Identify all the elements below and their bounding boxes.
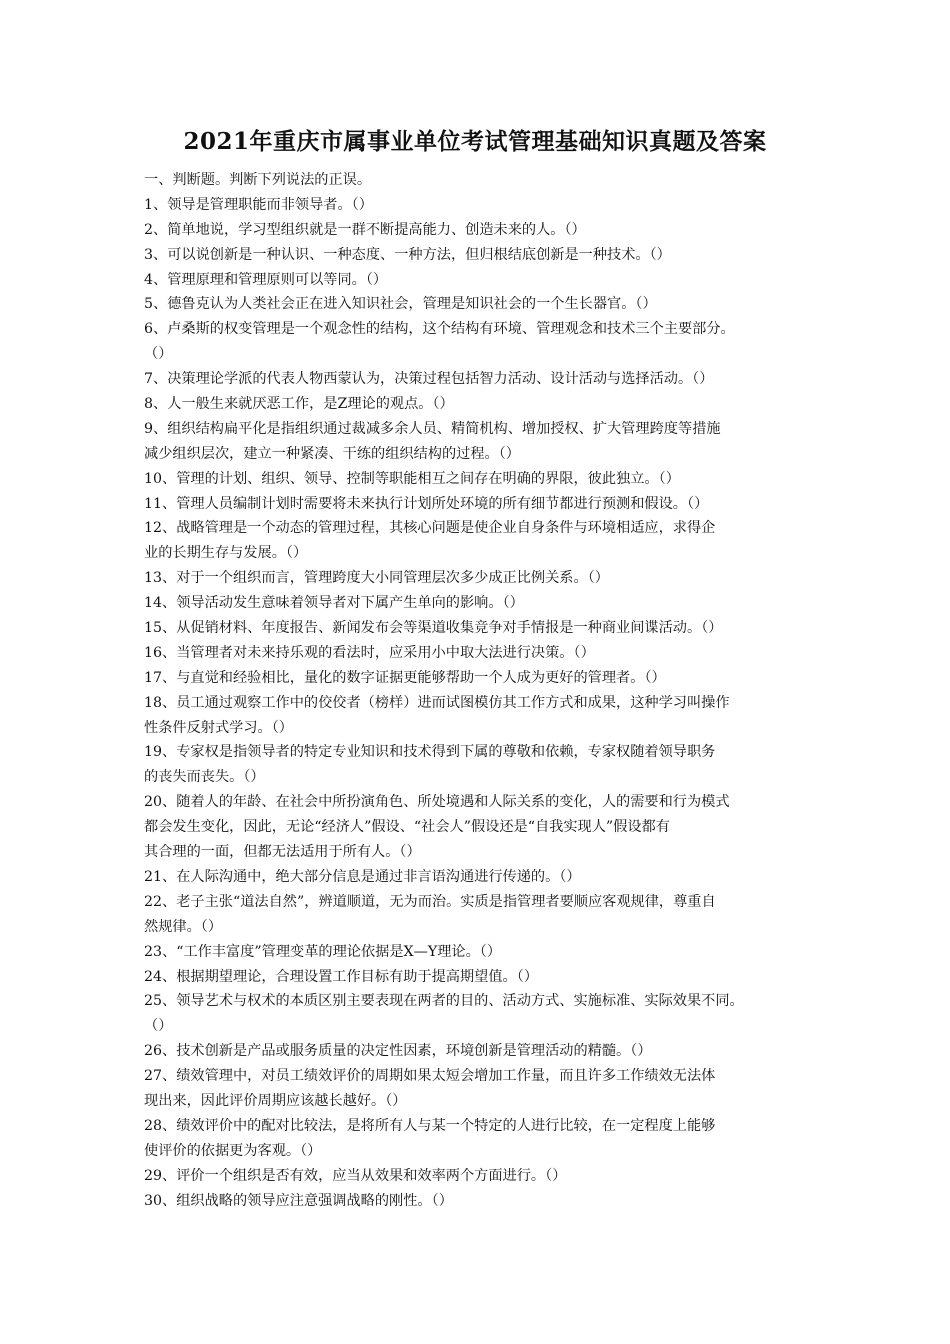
question-line: 3、可以说创新是一种认识、一种态度、一种方法，但归根结底创新是一种技术。（）	[144, 246, 671, 263]
document-title: 2021年重庆市属事业单位考试管理基础知识真题及答案	[183, 128, 767, 155]
question-line: 23、“工作丰富度”管理变革的理论依据是X—Y理论。（）	[144, 943, 502, 960]
question-line: 10、管理的计划、组织、领导、控制等职能相互之间存在明确的界限，彼此独立。（）	[144, 470, 680, 487]
question-line: 11、管理人员编制计划时需要将未来执行计划所处环境的所有细节都进行预测和假设。（）	[144, 495, 709, 512]
question-line: 22、老子主张“道法自然”，辨道顺道，无为而治。实质是指管理者要顺应客观规律，尊重自	[144, 893, 716, 910]
question-line: 其合理的一面，但都无法适用于所有人。（）	[144, 844, 421, 861]
question-line: （）	[144, 1018, 173, 1035]
question-line: 然规律。（）	[144, 918, 223, 935]
question-line: 4、管理原理和管理原则可以等同。（）	[144, 271, 388, 288]
question-line: 29、评价一个组织是否有效，应当从效果和效率两个方面进行。（）	[144, 1167, 567, 1184]
document-body	[144, 168, 834, 1213]
question-line: 现出来，因此评价周期应该越长越好。（）	[144, 1092, 407, 1109]
question-line: 使评价的依据更为客观。（）	[144, 1142, 322, 1159]
question-line: 12、战略管理是一个动态的管理过程，其核心问题是使企业自身条件与环境相适应，求得企	[144, 520, 716, 537]
question-line: 21、在人际沟通中，绝大部分信息是通过非言语沟通进行传递的。（）	[144, 868, 581, 885]
question-line: （）	[144, 346, 173, 363]
question-line: 性条件反射式学习。（）	[144, 719, 293, 736]
question-line: 5、德鲁克认为人类社会正在进入知识社会，管理是知识社会的一个生长器官。（）	[144, 296, 657, 313]
question-line: 18、员工通过观察工作中的佼佼者（榜样）进而试图模仿其工作方式和成果，这种学习叫操作	[144, 694, 730, 711]
question-line: 9、组织结构扁平化是指组织通过裁减多余人员、精简机构、增加授权、扩大管理跨度等措施	[144, 420, 721, 437]
question-line: 1、领导是管理职能而非领导者。（）	[144, 196, 373, 213]
section-heading: 一、判断题。判断下列说法的正误。	[144, 172, 372, 188]
question-line: 7、决策理论学派的代表人物西蒙认为，决策过程包括智力活动、设计活动与选择活动。（）	[144, 371, 714, 388]
question-line: 30、组织战略的领导应注意强调战略的刚性。（）	[144, 1192, 453, 1209]
question-line: 14、领导活动发生意味着领导者对下属产生单向的影响。（）	[144, 595, 524, 612]
question-line: 业的长期生存与发展。（）	[144, 545, 308, 562]
question-line: 8、人一般生来就厌恶工作，是Z理论的观点。（）	[144, 396, 454, 413]
question-list	[144, 193, 834, 1214]
question-line: 的丧失而丧失。（）	[144, 769, 265, 786]
question-line: 20、随着人的年龄、在社会中所扮演角色、所处境遇和人际关系的变化，人的需要和行为模式	[144, 794, 730, 811]
question-line: 28、绩效评价中的配对比较法，是将所有人与某一个特定的人进行比较，在一定程度上能够	[144, 1117, 716, 1134]
question-line: 都会发生变化，因此，无论“经济人”假设、“社会人”假设还是“自我实现人”假设都有	[144, 819, 670, 836]
question-line: 17、与直觉和经验相比，量化的数字证据更能够帮助一个人成为更好的管理者。（）	[144, 669, 666, 686]
question-line: 15、从促销材料、年度报告、新闻发布会等渠道收集竞争对手情报是一种商业间谍活动。（）	[144, 620, 723, 637]
question-line: 减少组织层次，建立一种紧凑、干练的组织结构的过程。（）	[144, 445, 520, 462]
question-line: 19、专家权是指领导者的特定专业知识和技术得到下属的尊敬和依赖，专家权随着领导职务	[144, 744, 716, 761]
question-line: 26、技术创新是产品或服务质量的决定性因素，环境创新是管理活动的精髓。（）	[144, 1043, 652, 1060]
question-line: 13、对于一个组织而言，管理跨度大小同管理层次多少成正比例关系。（）	[144, 570, 609, 587]
question-line: 2、简单地说，学习型组织就是一群不断提高能力、创造未来的人。（）	[144, 221, 586, 238]
question-line: 16、当管理者对未来持乐观的看法时，应采用小中取大法进行决策。（）	[144, 644, 595, 661]
question-line: 27、绩效管理中，对员工绩效评价的周期如果太短会增加工作量，而且许多工作绩效无法体	[144, 1068, 716, 1085]
question-line: 24、根据期望理论，合理设置工作目标有助于提高期望值。（）	[144, 968, 539, 985]
question-line: 25、领导艺术与权术的本质区别主要表现在两者的目的、活动方式、实施标准、实际效果不同。	[144, 993, 744, 1010]
question-line: 6、卢桑斯的权变管理是一个观念性的结构，这个结构有环境、管理观念和技术三个主要部分。	[144, 321, 735, 338]
